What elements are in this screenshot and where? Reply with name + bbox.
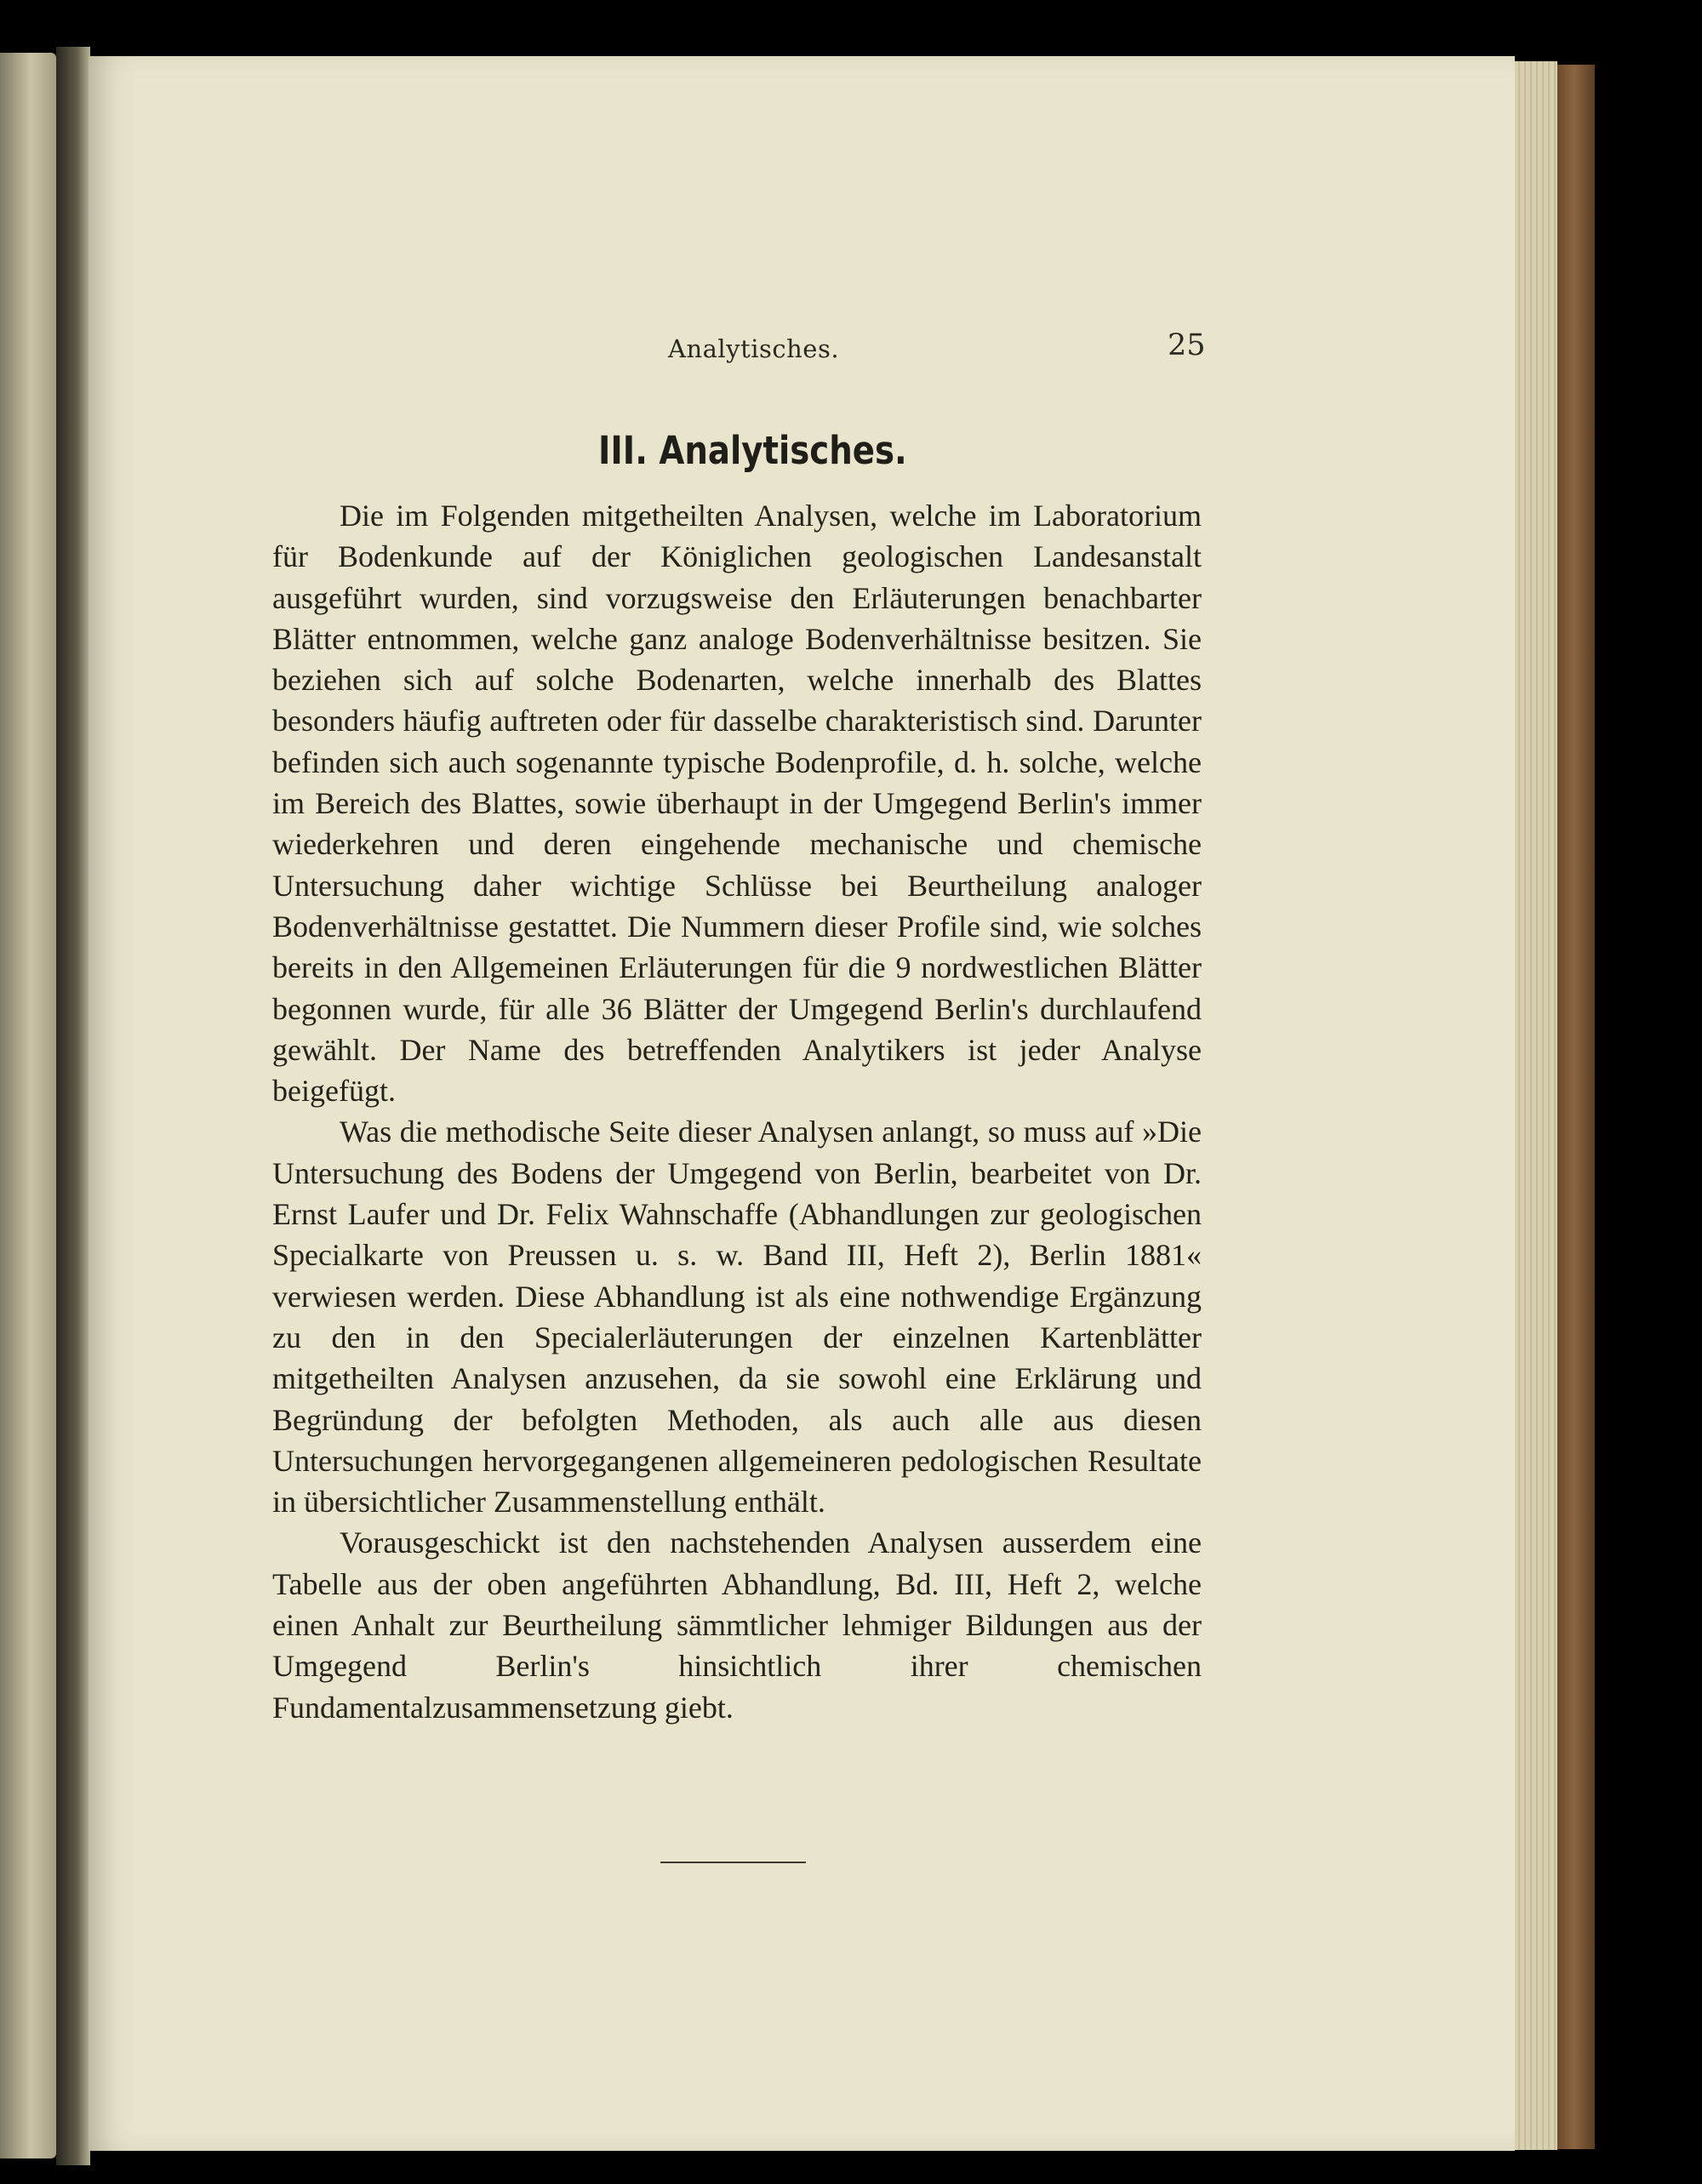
- paragraph-1: Die im Folgenden mitgetheilten Analysen, welche im Laboratorium für Bodenkunde auf der Königlichen geologischen Landesanstalt ausgeführt wurden, sind vorzugsweise den Erläuterungen benachbarter Blätter entnommen, welche ganz analoge Bodenverhältnisse besitzen. Sie beziehen sich auf solche Bodenarten, welche innerhalb des Blattes besonders häufig auftreten oder für dasselbe charakteristisch sind. Darunter befinden sich auch sogenannte typische Bodenprofile, d. h. solche, welche im Bereich des Blattes, sowie überhaupt in der Umgegend Berlin's immer wiederkehren und deren eingehende mechanische und chemische Untersuchung daher wichtige Schlüsse bei Beurtheilung analoger Bodenverhältnisse gestattet. Die Nummern dieser Profile sind, wie solches bereits in den Allgemeinen Erläuterungen für die 9 nordwestlichen Blätter begonnen wurde, für alle 36 Blätter der Umgegend Berlin's durchlaufend gewählt. Der Name des betreffenden Analytikers ist jeder Analyse beigefügt.: [272, 499, 1202, 1109]
- body-text: [272, 495, 1202, 1728]
- page-number: 25: [1168, 328, 1206, 362]
- paragraph-3: Vorausgeschickt ist den nachstehenden Analysen ausserdem eine Tabelle aus der oben angeführten Abhandlung, Bd. III, Heft 2, welche einen Anhalt zur Beurtheilung sämmtlicher lehmiger Bildungen aus der Umgegend Berlin's hinsichtlich ihrer chemischen Fundamentalzusammensetzung giebt.: [272, 1525, 1202, 1725]
- page-stack-edge: [1515, 61, 1557, 2150]
- paragraph-2: Was die methodische Seite dieser Analysen anlangt, so muss auf »Die Untersuchung des Bodens der Umgegend von Berlin, bearbeitet von Dr. Ernst Laufer und Dr. Felix Wahnschaffe (Abhandlungen zur geologischen Specialkarte von Preussen u. s. w. Band III, Heft 2), Berlin 1881« verwiesen werden. Diese Abhandlung ist als eine nothwendige Ergänzung zu den in den Specialerläuterungen der einzelnen Kartenblätter mitgetheilten Analysen anzusehen, da sie sowohl eine Erklärung und Begründung der befolgten Methoden, als auch alle aus diesen Untersuchungen hervorgegangenen allgemeineren pedologischen Resultate in übersichtlicher Zusammenstellung enthält.: [272, 1115, 1202, 1520]
- book-cover-edge: [1557, 65, 1595, 2149]
- closing-rule: [660, 1862, 806, 1863]
- left-page-edge: [0, 53, 56, 2158]
- book-gutter: [56, 47, 90, 2165]
- section-title: III. Analytisches.: [598, 428, 907, 473]
- running-head: Analytisches.: [668, 334, 840, 363]
